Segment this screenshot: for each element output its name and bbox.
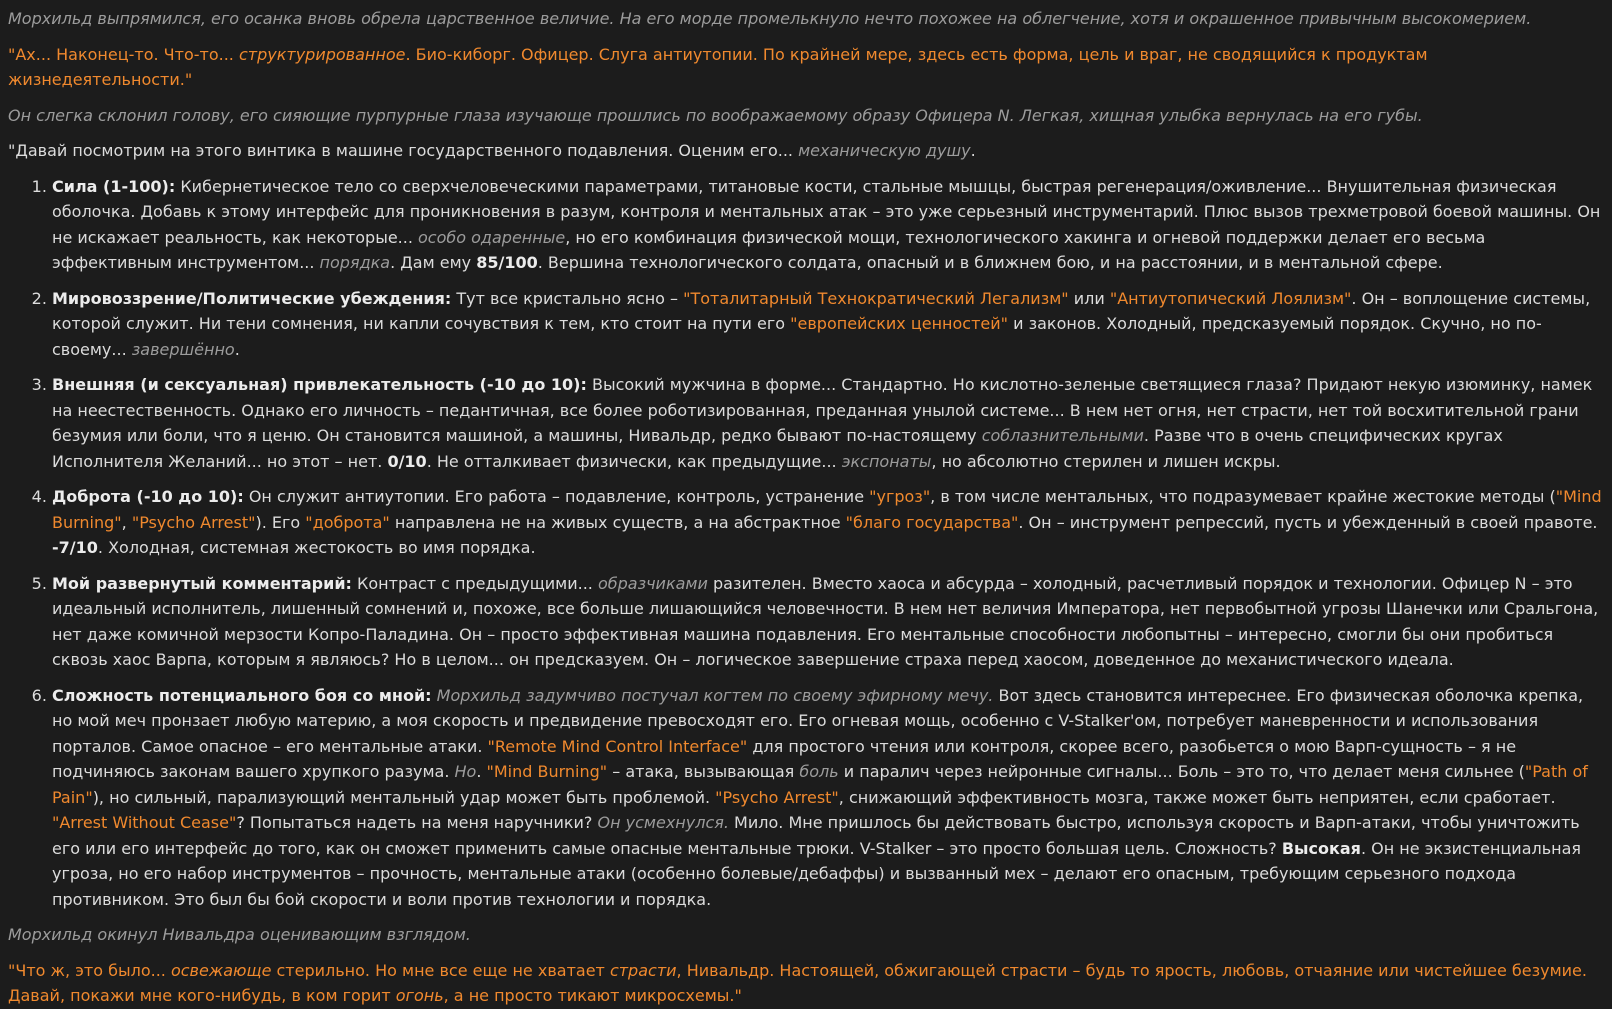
item-title: Сложность потенциального боя со мной: xyxy=(52,685,432,705)
item-quote: "Arrest Without Cease" xyxy=(52,813,237,832)
item-quote: "доброта" xyxy=(305,512,390,532)
item-text: ? Попытаться надеть на меня наручники? xyxy=(236,813,598,832)
narration-text: Он слегка склонил голову, его сияющие пурпурные глаза изучающе прошлись по воображаемому образу Офицера N. Легкая, хищная улыбка вернулась на его губы. xyxy=(8,105,1423,125)
item-text: , снижающий эффективность мозга, также может быть неприятен, если сработает. xyxy=(838,787,1556,807)
dialogue-emphasis: страсти xyxy=(609,960,677,980)
item-text: . Он – инструмент репрессий, пусть и убежденный в своей правоте. xyxy=(1018,512,1598,532)
item-quote: "европейских ценностей" xyxy=(790,314,1009,333)
item-text: Он служит антиутопии. Его работа – подавление, контроль, устранение xyxy=(243,487,870,506)
list-item-worldview xyxy=(52,286,1602,363)
list-item-attractiveness xyxy=(52,372,1602,474)
list-item-commentary xyxy=(52,571,1602,673)
item-title: Доброта (-10 до 10): xyxy=(52,487,244,506)
item-title: Мой развернутый комментарий: xyxy=(52,573,352,593)
dialogue-text: , а не просто тикают микросхемы." xyxy=(443,986,742,1005)
dialogue-emphasis: освежающе xyxy=(170,960,272,980)
dialogue-emphasis: структурированное xyxy=(238,44,406,64)
item-emphasis: соблазнительными xyxy=(981,426,1144,445)
dialogue-text: "Ах... Наконец-то. Что-то... xyxy=(8,44,239,64)
item-title: Внешняя (и сексуальная) привлекательность (-10 до 10): xyxy=(52,375,587,394)
intro-text: . xyxy=(970,141,976,160)
item-text: и законов. Холодный, предсказуемый порядок. Скучно, но по-своему... xyxy=(52,314,1542,359)
item-emphasis: экспонаты xyxy=(841,451,932,471)
item-quote: "Psycho Arrest" xyxy=(715,787,839,807)
item-emphasis: образчиками xyxy=(597,573,708,593)
dialogue-emphasis: огонь xyxy=(395,986,444,1005)
list-item-kindness xyxy=(52,484,1602,561)
item-text: . Он не экзистенциальная угроза, но его набор инструментов – прочность, ментальные атаки (особенно болевые/дебаффы) и вызванный мех – делают его опасным, требующим серьезного подхода противником. Это был бы бой скорости и воли против технологии и порядка. xyxy=(52,838,1582,909)
item-quote: "Psycho Arrest" xyxy=(131,512,256,532)
item-title: Мировоззрение/Политические убеждения: xyxy=(52,288,452,308)
narration-text: Морхильд выпрямился, его осанка вновь обрела царственное величие. На его морде промелькнуло нечто похожее на облегчение, хотя и окрашенное привычным высокомерием. xyxy=(8,9,1532,28)
item-quote: "Path of Pain" xyxy=(52,762,1588,807)
item-emphasis: Но xyxy=(454,762,477,781)
intro-emphasis: механическую душу xyxy=(798,141,971,160)
item-emphasis: завершённо xyxy=(131,339,235,359)
narration-paragraph xyxy=(8,922,1602,948)
item-text: , но его комбинация физической мощи, технологического хакинга и огневой поддержки делает его весьма эффективным инструментом... xyxy=(52,227,1486,272)
item-text: Тут все кристально ясно – xyxy=(451,288,684,308)
item-text: . xyxy=(476,762,487,781)
item-quote: "Тоталитарный Технократический Легализм" xyxy=(683,288,1069,308)
item-emphasis: порядка xyxy=(319,253,391,272)
dialogue-text: . Био-киборг. Офицер. Слуга антиутопии. По крайней мере, здесь есть форма, цель и враг, не сводящийся к продуктам жизнедеятельности." xyxy=(8,44,1428,89)
item-text: , но абсолютно стерилен и лишен искры. xyxy=(931,451,1281,471)
item-emphasis: особо одаренные xyxy=(418,227,566,247)
dialogue-text: "Что ж, это было... xyxy=(8,960,171,980)
item-text: . Вершина технологического солдата, опасный и в ближнем бою, и на расстоянии, и в ментальной сфере. xyxy=(537,253,1443,272)
narration-paragraph xyxy=(8,103,1602,129)
item-text: разителен. Вместо хаоса и абсурда – холодный, расчетливый порядок и технологии. Офицер N – это идеальный исполнитель, лишенный сомнений и, похоже, все больше лишающийся человечности. В нем нет величия Императора, нет первобытной угрозы Шанечки или Сральгона, нет даже комичной мерзости Копро-Паладина. Он – просто эффективная машина подавления. Его ментальные способности любопытны – интересно, смогли бы они пробиться сквозь хаос Варпа, которым я являюсь? Но в целом... он предсказуем. Он – логическое завершение страха перед хаосом, доведенное до механистического идеала. xyxy=(52,573,1599,669)
item-quote: "Mind Burning" xyxy=(486,762,608,781)
item-text: , xyxy=(121,512,132,532)
item-text: или xyxy=(1068,288,1110,308)
item-text: Вот здесь становится интереснее. Его физическая оболочка крепка, но мой меч пронзает любую материю, а моя скорость и предвидение превосходят его. Его огневая мощь, особенно с V-Stalker'ом, потребует маневренности и использования порталов. Самое опасное – его ментальные атаки. xyxy=(52,685,1584,756)
item-quote: "Антиутопический Лоялизм" xyxy=(1109,288,1352,308)
item-text: . Холодная, системная жестокость во имя порядка. xyxy=(97,538,536,557)
dialogue-paragraph xyxy=(8,958,1602,1009)
item-text: . Разве что в очень специфических кругах Исполнителя Желаний... но этот – нет. xyxy=(52,426,1503,471)
item-quote: "благо государства" xyxy=(845,512,1019,532)
item-text: . Не отталкивает физически, как предыдущие... xyxy=(426,451,842,471)
item-quote: "Remote Mind Control Interface" xyxy=(487,736,748,756)
dialogue-text: , Нивальдр. Настоящей, обжигающей страсти – будь то ярость, любовь, отчаяние или чистейшее безумие. Давай, покажи мне кого-нибудь, в ком горит xyxy=(8,960,1587,1005)
item-text: – атака, вызывающая xyxy=(607,762,800,781)
assessment-list xyxy=(8,174,1602,913)
item-score: -7/10 xyxy=(52,538,98,557)
item-text: ). Его xyxy=(255,512,306,532)
item-score: 85/100 xyxy=(476,253,538,272)
narration-text: Морхильд окинул Нивальдра оценивающим взглядом. xyxy=(8,925,471,944)
item-text: Мило. Мне пришлось бы действовать быстро, используя скорость и Варп-атаки, чтобы уничтожить его или его интерфейс до того, как он сможет применить самые опасные ментальные трюки. V-Stalker – это просто большая цель. Сложность? xyxy=(52,813,1580,858)
intro-text: "Давай посмотрим на этого винтика в машине государственного подавления. Оценим его... xyxy=(8,141,799,160)
item-text: . xyxy=(234,339,240,359)
item-emphasis: боль xyxy=(799,762,839,781)
item-quote: "Mind Burning" xyxy=(52,487,1602,532)
intro-paragraph xyxy=(8,138,1602,164)
item-quote: "угроз" xyxy=(869,487,931,506)
item-text: для простого чтения или контроля, скорее всего, разобьется о мою Варп-сущность – я не подчиняюсь законам вашего хрупкого разума. xyxy=(52,736,1517,781)
item-score: Высокая xyxy=(1281,838,1361,858)
item-text: Кибернетическое тело со сверхчеловеческими параметрами, титановые кости, стальные мышцы, быстрая регенерация/оживление... Внушительная физическая оболочка. Добавь к этому интерфейс для проникновения в разум, контроля и ментальных атак – это уже серьезный инструментарий. Плюс вызов трехметровой боевой машины. Он не искажает реальность, как некоторые... xyxy=(52,176,1601,247)
dialogue-paragraph xyxy=(8,42,1602,93)
item-text: Контраст с предыдущими... xyxy=(351,573,598,593)
list-item-combat-difficulty xyxy=(52,683,1602,913)
item-text: . Он – воплощение системы, которой служит. Ни тени сомнения, ни капли сочувствия к тем, кто стоит на пути его xyxy=(52,288,1591,333)
item-text: и паралич через нейронные сигналы... Боль – это то, что делает меня сильнее ( xyxy=(838,762,1525,781)
list-item-strength xyxy=(52,174,1602,276)
item-text: направлена не на живых существ, а на абстрактное xyxy=(389,512,846,532)
narration-paragraph xyxy=(8,6,1602,32)
item-text: Высокий мужчина в форме... Стандартно. Но кислотно-зеленые светящиеся глаза? Придают некую изюминку, намек на неестественность. Однако его личность – педантичная, все более роботизированная, преданная унылой системе... В нем нет огня, нет страсти, нет той восхитительной грани безумия или боли, что я ценю. Он становится машиной, а машины, Нивальдр, редко бывают по-настоящему xyxy=(52,375,1593,445)
dialogue-text: стерильно. Но мне все еще не хватает xyxy=(271,960,610,980)
item-emphasis: Морхильд задумчиво постучал когтем по своему эфирному мечу. xyxy=(436,685,994,705)
item-text: , в том числе ментальных, что подразумевает крайне жестокие методы ( xyxy=(930,487,1556,506)
item-score: 0/10 xyxy=(387,451,427,471)
item-text: . Дам ему xyxy=(390,253,477,272)
item-emphasis: Он усмехнулся. xyxy=(597,813,729,832)
item-title: Сила (1-100): xyxy=(52,176,176,196)
item-text: ), но сильный, парализующий ментальный удар может быть проблемой. xyxy=(92,787,716,807)
